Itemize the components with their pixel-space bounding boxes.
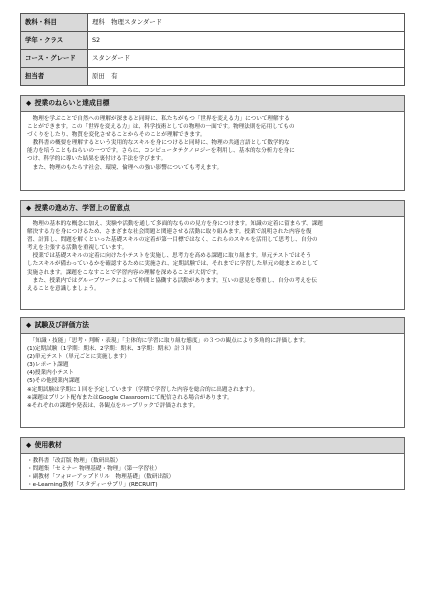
info-value: S2: [88, 32, 405, 50]
info-value: スタンダード: [88, 50, 405, 68]
section-aims: [20, 95, 405, 191]
section-header: [21, 438, 404, 454]
text-line: えることを意識しましょう。: [27, 285, 100, 292]
section-title: 授業の進め方、学習上の留意点: [34, 204, 130, 212]
text-line: 実施されます。課題をこなすことで学習内容の理解を深めることが大切です。: [27, 269, 222, 276]
info-value: 原田 有: [88, 68, 405, 86]
section-materials: [20, 437, 405, 490]
text-line: 能力を培うこともねらいの一つです。さらに、コンピュータテクノロジーを利用し、基本的な分析力を身に: [27, 148, 295, 155]
section-body: [21, 454, 404, 489]
text-line: 考えを主張する活動を重視しています。: [27, 245, 128, 252]
text-line: 授業では基礎スキルの定着に向けた小テストを実施し、思考力を高める課題に取り組ます。単元テストではそう: [27, 253, 312, 260]
section-method: [20, 200, 405, 310]
text-line: 「知識・技能」「思考・判断・表現」「主体的に学習に取り組む態度」の３つの観点により多角的に評価します。: [27, 338, 310, 344]
section-body: [21, 334, 404, 410]
text-line: (4)授業内小テスト: [27, 370, 74, 377]
section-title: 授業のねらいと達成目標: [34, 99, 110, 107]
diamond-bullet-icon: ◆: [26, 441, 32, 449]
text-line: 教科書の概要を理解するという実用的なスキルを身につけると同時に、物理の共通言語として数学的な: [27, 140, 290, 147]
info-row: [21, 68, 405, 86]
text-line: づくりをしたり、物質を変化させることからそのことが理解できます。: [27, 132, 206, 139]
text-line: (5)その他授業内課題: [27, 378, 80, 385]
course-info-table: [20, 13, 405, 86]
section-evaluation: [20, 317, 405, 428]
text-line: ※定期試験は学期に１回を予定しています（学期で学習した内容を総合的に出題されます）。: [27, 386, 259, 393]
text-line: したスキルが備わっているかを確認するために実施され、定期試験では、それまでに学習した単元の総まとめとして: [27, 261, 319, 268]
info-row: [21, 50, 405, 68]
info-row: [21, 14, 405, 32]
list-item: ・教科書「改訂版 物理」（数研出版）: [27, 458, 122, 464]
text-line: ※それぞれの課題や発表は、各観点をループリックで評価されます。: [27, 402, 199, 409]
info-label: 学年・クラス: [21, 32, 88, 50]
text-line: 物理を学ぶことで自然への理解が深まると同時に、私たちがもつ「世界を変える力」について理解する: [27, 116, 290, 122]
text-line: (3)レポート課題: [27, 362, 69, 369]
info-label: コース・グレード: [21, 50, 88, 68]
section-header: [21, 96, 404, 112]
text-line: 解決する力を身につけるため、さまざまな社会問題と関連させる活動に取り組みます。授業で説明された内容を復: [27, 229, 312, 236]
section-body: [21, 217, 404, 293]
diamond-bullet-icon: ◆: [26, 204, 32, 212]
text-line: また、物理のもたらす社会、環境、倫理への強い影響についても考えます。: [27, 164, 223, 171]
diamond-bullet-icon: ◆: [26, 321, 32, 329]
list-item: ・問題集「セミナー 物理基礎・物理」（第一学習社）: [27, 466, 161, 473]
text-line: 物理の基本的な概念に加え、実験や活動を通して多面的なものの見方を身につけます。知識の定着に留まらず、課題: [27, 221, 323, 227]
info-label: 教科・科目: [21, 14, 88, 32]
list-item: ・副教材「フォローアップドリル 物理基礎」（数研出版）: [27, 474, 175, 481]
text-line: つけ、科学的に導いた結果を裏付ける手法を学びます。: [27, 156, 167, 163]
section-title: 使用教材: [34, 441, 62, 449]
text-line: ※課題はプリント配布またはGoogle Classroomにて配信される場合があります。: [27, 394, 233, 401]
info-row: [21, 32, 405, 50]
section-header: [21, 201, 404, 217]
diamond-bullet-icon: ◆: [26, 99, 32, 107]
section-header: [21, 318, 404, 334]
section-body: [21, 112, 404, 172]
text-line: (1)定期試験（1学期：期末、2学期：期末、3学期：期末）計３回: [27, 346, 192, 353]
list-item: ・e-Learning教材「スタディーサプリ」(RECRUIT): [27, 482, 158, 489]
text-line: また、授業内ではグループワークによって仲間と協働する活動があります。互いの意見を尊重し、自分の考えを伝: [27, 277, 317, 284]
info-label: 担当者: [21, 68, 88, 86]
text-line: 習、計算し、問題を解くといった基礎スキルの定着が第一目標ではなく、これらのスキルを活用して思考し、自分の: [27, 237, 318, 244]
info-value: 理科 物理スタンダード: [88, 14, 405, 32]
text-line: (2)単元テスト（単元ごとに実施します）: [27, 354, 130, 361]
section-title: 試験及び評価方法: [34, 321, 89, 329]
text-line: ことができます。この「世界を変える力」は、科学技術としての物理の一面です。物理法則を応用してもの: [27, 124, 295, 131]
